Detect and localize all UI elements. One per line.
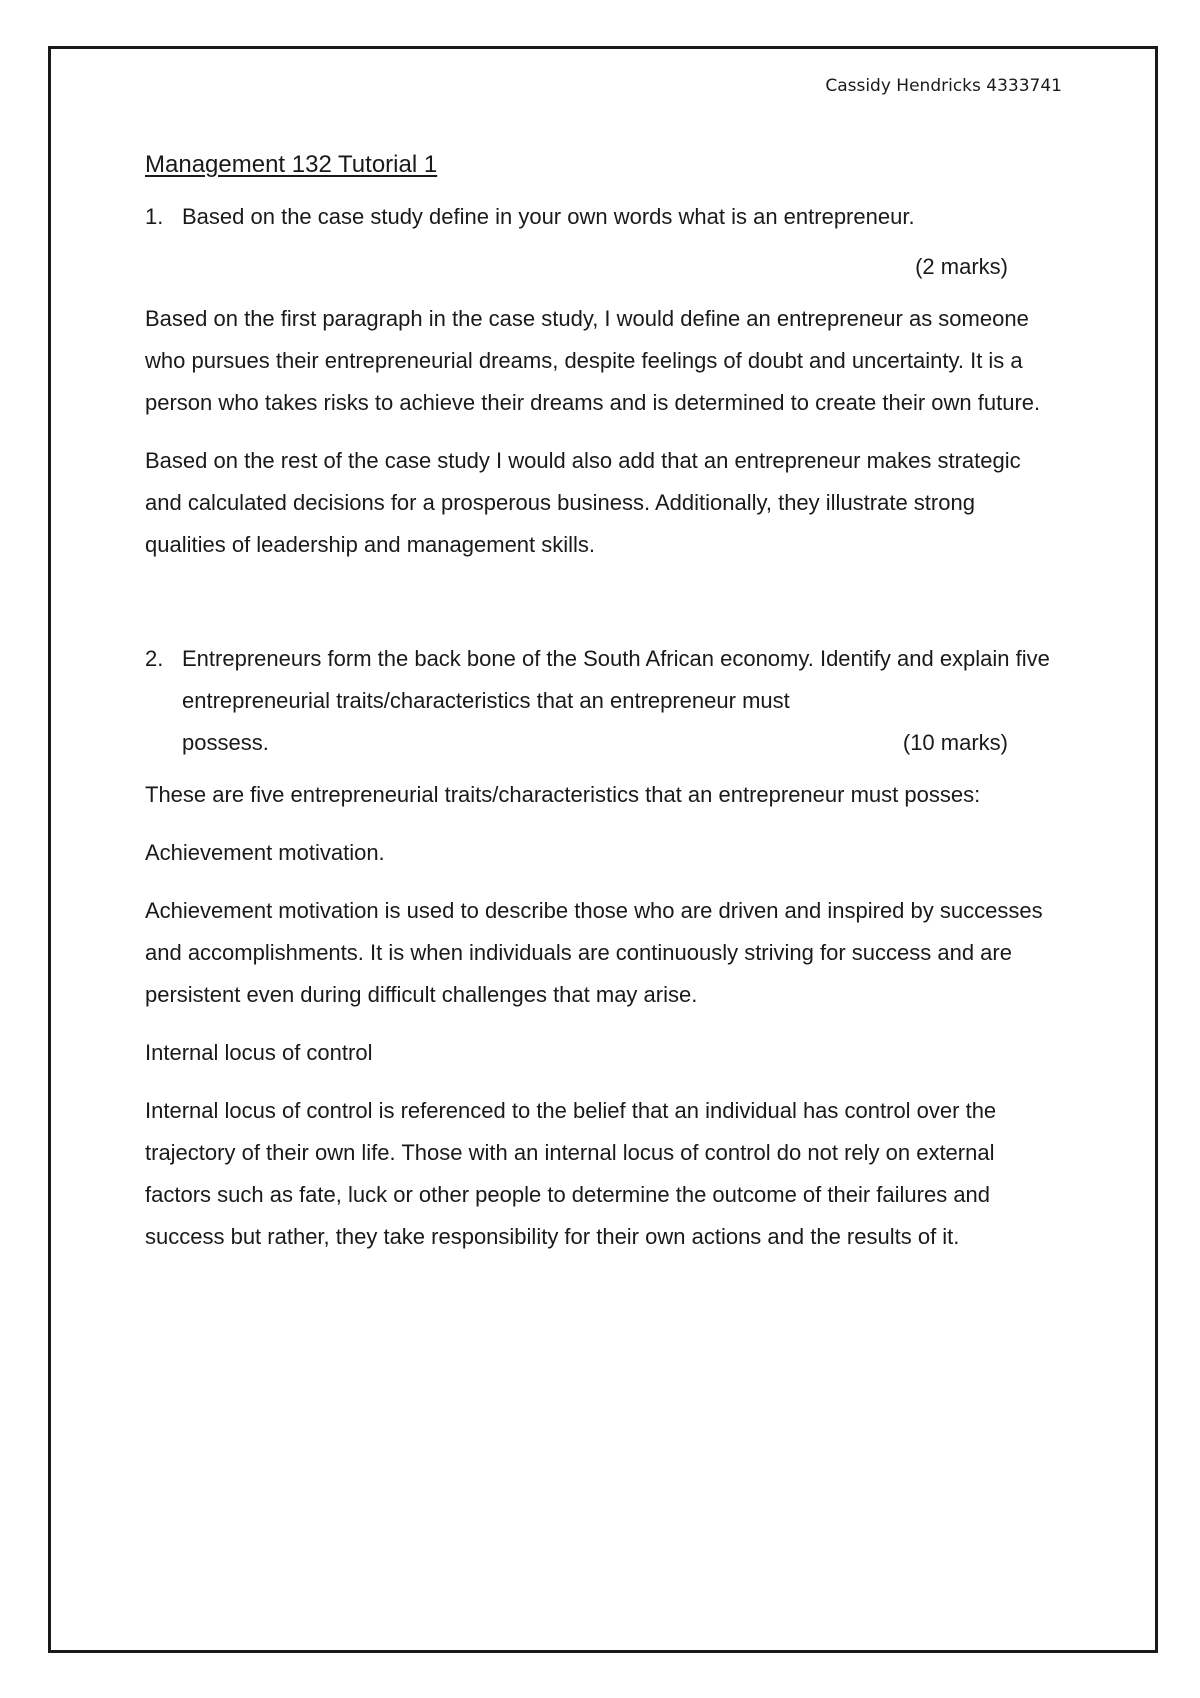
trait-2-body: Internal locus of control is referenced to the belief that an individual has control over the trajectory of their own life. Those with an internal locus of control do not rely on external factors such as fate, luck or other people to determine the outcome of their failures and success but rather, they take responsibility for their own actions and the results of it. [145,1098,997,1249]
question-2-number: 2. [145,646,164,671]
answer-2-intro: These are five entrepreneurial traits/characteristics that an entrepreneur must posses: [145,782,981,807]
answer-1-paragraph-1: Based on the first paragraph in the case study, I would define an entrepreneur as someone who pursues their entrepreneurial dreams, despite feelings of doubt and uncertainty. It is a person who takes risks to achieve their dreams and is determined to create their own future. [145,306,1041,415]
answer-1-paragraph-2: Based on the rest of the case study I would also add that an entrepreneur makes strategic and calculated decisions for a prosperous business. Additionally, they illustrate strong qualities of leadership and management skills. [145,448,1021,557]
trait-1-body: Achievement motivation is used to describe those who are driven and inspired by successes and accomplishments. It is when individuals are continuously striving for success and are persistent even during difficult challenges that may arise. [145,898,1043,1007]
question-2-body [182,638,1055,764]
question-1 [145,196,1055,238]
author-name-id: Cassidy Hendricks 4333741 [825,76,1062,96]
document-title: Management 132 Tutorial 1 [145,151,438,178]
trait-1-heading: Achievement motivation. [145,840,385,865]
section-spacer [145,582,1055,638]
question-1-text: Based on the case study define in your own words what is an entrepreneur. [182,204,915,229]
question-2-last-line [182,722,1055,764]
document-body [145,148,1055,1274]
trait-2-heading: Internal locus of control [145,1040,373,1065]
question-2-text-last: possess. [182,730,269,755]
question-1-marks: (2 marks) [915,254,1008,279]
question-2-text: Entrepreneurs form the back bone of the South African economy. Identify and explain five entrepreneurial traits/characteristics that an entrepreneur must [182,646,1050,713]
question-2-marks: (10 marks) [902,730,1008,755]
question-1-number: 1. [145,204,164,229]
question-2 [145,638,1055,764]
